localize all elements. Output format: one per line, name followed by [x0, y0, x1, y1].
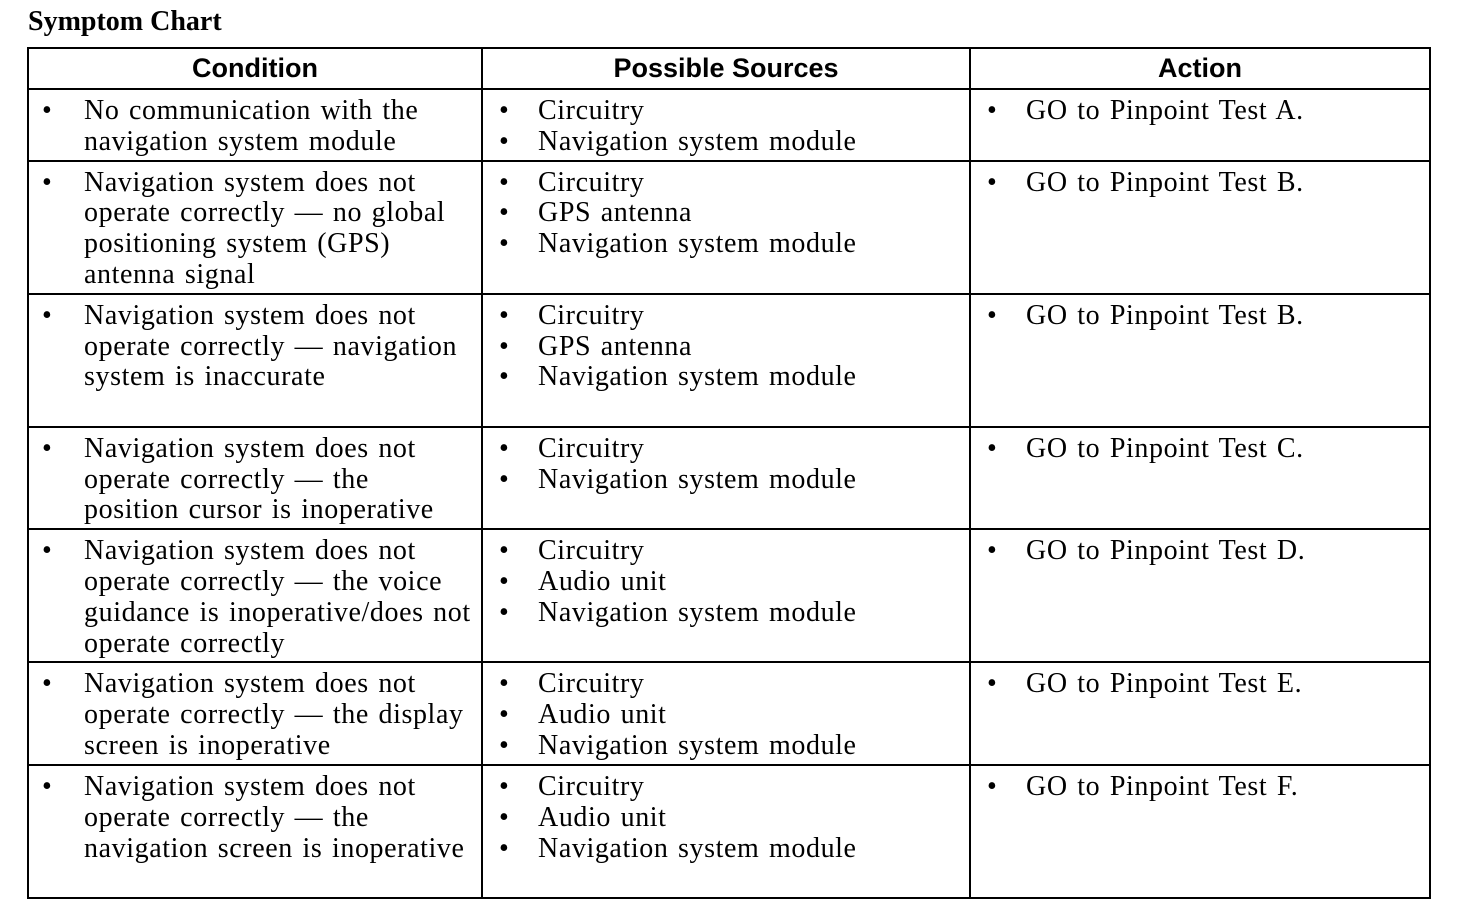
- table-row: [28, 765, 1430, 898]
- list-item-text: GPS antenna: [538, 197, 693, 229]
- list-item: [979, 96, 1421, 127]
- bullet-icon: •: [987, 166, 998, 198]
- list-item: [491, 536, 961, 567]
- bullet-list: [483, 766, 969, 866]
- list-item: [491, 803, 961, 834]
- list-item: [491, 731, 961, 762]
- bullet-icon: •: [499, 228, 510, 260]
- list-item-text: Circuitry: [538, 166, 645, 198]
- bullet-icon: •: [499, 729, 510, 761]
- table-row: [28, 662, 1430, 765]
- list-item-text: GPS antenna: [538, 330, 693, 362]
- list-item-text: Navigation system module: [538, 832, 857, 864]
- list-item-text: Navigation system module: [538, 463, 857, 495]
- bullet-list: [29, 295, 481, 395]
- list-item-text: GO to Pinpoint Test A.: [1026, 95, 1304, 126]
- condition-cell: [28, 529, 482, 662]
- list-item-text: GO to Pinpoint Test F.: [1026, 771, 1299, 803]
- bullet-list: [483, 90, 969, 160]
- bullet-list: [29, 530, 481, 661]
- list-item-text: No communication with the navigation system module: [84, 95, 419, 157]
- bullet-icon: •: [987, 668, 998, 700]
- bullet-list: [29, 766, 481, 866]
- bullet-icon: •: [42, 771, 53, 803]
- bullet-list: [29, 162, 481, 293]
- table-row: [28, 529, 1430, 662]
- list-item: [491, 362, 961, 393]
- condition-cell: [28, 294, 482, 427]
- bullet-icon: •: [42, 668, 53, 700]
- bullet-icon: •: [42, 432, 53, 464]
- condition-cell: [28, 89, 482, 161]
- bullet-list: [971, 162, 1429, 201]
- possible-sources-cell: [482, 161, 970, 294]
- bullet-icon: •: [42, 299, 53, 331]
- action-cell: [970, 765, 1430, 898]
- bullet-icon: •: [42, 535, 53, 567]
- bullet-icon: •: [499, 771, 510, 803]
- action-cell: [970, 161, 1430, 294]
- bullet-icon: •: [987, 771, 998, 803]
- bullet-icon: •: [499, 166, 510, 198]
- action-cell: [970, 662, 1430, 765]
- bullet-icon: •: [499, 197, 510, 229]
- bullet-list: [483, 162, 969, 262]
- bullet-icon: •: [499, 668, 510, 700]
- condition-cell: [28, 161, 482, 294]
- list-item-text: Audio unit: [538, 699, 667, 731]
- condition-cell: [28, 765, 482, 898]
- list-item: [491, 598, 961, 629]
- list-item: [37, 434, 473, 526]
- bullet-icon: •: [42, 95, 53, 126]
- possible-sources-cell: [482, 765, 970, 898]
- bullet-list: [971, 90, 1429, 129]
- table-header-row: [28, 48, 1430, 89]
- bullet-list: [483, 663, 969, 763]
- action-cell: [970, 89, 1430, 161]
- list-item: [491, 772, 961, 803]
- list-item: [491, 669, 961, 700]
- list-item-text: Navigation system does not operate correctly — the display screen is inoperative: [84, 668, 464, 761]
- table-row: [28, 427, 1430, 529]
- action-cell: [970, 294, 1430, 427]
- bullet-icon: •: [499, 463, 510, 495]
- possible-sources-cell: [482, 294, 970, 427]
- list-item-text: Navigation system module: [538, 596, 857, 628]
- bullet-list: [483, 428, 969, 498]
- bullet-icon: •: [499, 299, 510, 331]
- bullet-list: [29, 663, 481, 763]
- bullet-icon: •: [499, 432, 510, 464]
- list-item: [979, 536, 1421, 567]
- list-item-text: GO to Pinpoint Test E.: [1026, 668, 1303, 700]
- bullet-icon: •: [499, 535, 510, 567]
- bullet-list: [971, 295, 1429, 334]
- bullet-list: [971, 428, 1429, 467]
- list-item: [37, 772, 473, 864]
- bullet-list: [29, 90, 481, 160]
- bullet-icon: •: [987, 432, 998, 464]
- condition-cell: [28, 427, 482, 529]
- list-item: [491, 168, 961, 199]
- bullet-icon: •: [499, 802, 510, 834]
- table-row: [28, 89, 1430, 161]
- list-item: [491, 465, 961, 496]
- possible-sources-cell: [482, 89, 970, 161]
- list-item: [979, 772, 1421, 803]
- list-item-text: Navigation system does not operate correctly — the position cursor is inoperative: [84, 432, 434, 526]
- list-item-text: Audio unit: [538, 565, 667, 597]
- list-item: [37, 96, 473, 158]
- list-item: [37, 168, 473, 291]
- list-item: [37, 536, 473, 659]
- list-item-text: Circuitry: [538, 95, 645, 126]
- bullet-list: [29, 428, 481, 528]
- list-item-text: Circuitry: [538, 668, 645, 700]
- column-header-condition: Condition: [28, 48, 482, 89]
- list-item: [491, 301, 961, 332]
- list-item-text: GO to Pinpoint Test B.: [1026, 299, 1304, 331]
- list-item: [491, 96, 961, 127]
- list-item-text: Navigation system module: [538, 729, 857, 761]
- list-item: [491, 567, 961, 598]
- bullet-list: [971, 766, 1429, 805]
- list-item-text: Navigation system does not operate correctly — the navigation screen is inoperative: [84, 771, 465, 864]
- bullet-icon: •: [499, 832, 510, 864]
- list-item: [37, 669, 473, 761]
- list-item-text: Circuitry: [538, 432, 645, 464]
- list-item: [491, 700, 961, 731]
- list-item-text: GO to Pinpoint Test D.: [1026, 535, 1306, 567]
- list-item: [979, 168, 1421, 199]
- list-item: [491, 834, 961, 865]
- page-title: Symptom Chart: [28, 6, 222, 37]
- list-item: [491, 332, 961, 363]
- list-item-text: Navigation system module: [538, 361, 857, 393]
- list-item: [979, 669, 1421, 700]
- bullet-icon: •: [499, 95, 510, 126]
- action-cell: [970, 427, 1430, 529]
- table-body: [28, 89, 1430, 898]
- table-row: [28, 161, 1430, 294]
- list-item-text: Circuitry: [538, 299, 645, 331]
- list-item-text: Navigation system does not operate correctly — no global positioning system (GPS) antenna signal: [84, 166, 446, 290]
- bullet-icon: •: [499, 125, 510, 157]
- list-item: [979, 301, 1421, 332]
- list-item: [37, 301, 473, 393]
- list-item: [491, 229, 961, 260]
- list-item: [979, 434, 1421, 465]
- possible-sources-cell: [482, 662, 970, 765]
- list-item-text: Circuitry: [538, 771, 645, 803]
- list-item-text: Circuitry: [538, 535, 645, 567]
- column-header-action: Action: [970, 48, 1430, 89]
- condition-cell: [28, 662, 482, 765]
- possible-sources-cell: [482, 529, 970, 662]
- column-header-possible-sources: Possible Sources: [482, 48, 970, 89]
- list-item-text: GO to Pinpoint Test C.: [1026, 432, 1304, 464]
- list-item-text: Navigation system does not operate correctly — the voice guidance is inoperative/does not operate correctly: [84, 535, 471, 659]
- bullet-icon: •: [499, 596, 510, 628]
- bullet-icon: •: [499, 361, 510, 393]
- symptom-table: [27, 47, 1431, 899]
- list-item-text: Navigation system module: [538, 125, 857, 157]
- action-cell: [970, 529, 1430, 662]
- bullet-icon: •: [42, 166, 53, 198]
- list-item-text: Audio unit: [538, 802, 667, 834]
- list-item-text: Navigation system does not operate correctly — navigation system is inaccurate: [84, 299, 458, 393]
- bullet-icon: •: [499, 330, 510, 362]
- bullet-list: [483, 530, 969, 630]
- list-item: [491, 127, 961, 158]
- list-item: [491, 434, 961, 465]
- bullet-icon: •: [987, 535, 998, 567]
- bullet-icon: •: [987, 95, 998, 126]
- bullet-list: [483, 295, 969, 395]
- list-item-text: GO to Pinpoint Test B.: [1026, 166, 1304, 198]
- bullet-list: [971, 530, 1429, 569]
- bullet-icon: •: [499, 699, 510, 731]
- bullet-list: [971, 663, 1429, 702]
- bullet-icon: •: [499, 565, 510, 597]
- bullet-icon: •: [987, 299, 998, 331]
- list-item: [491, 198, 961, 229]
- table-row: [28, 294, 1430, 427]
- possible-sources-cell: [482, 427, 970, 529]
- list-item-text: Navigation system module: [538, 228, 857, 260]
